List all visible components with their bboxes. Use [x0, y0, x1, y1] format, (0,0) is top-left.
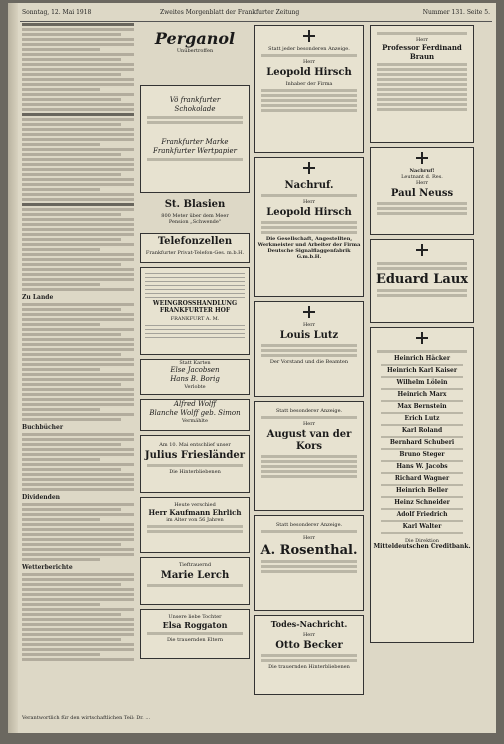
fallen-names-list [371, 355, 473, 534]
obit-name: Leopold Hirsch [266, 67, 352, 78]
obituary-laux [370, 239, 474, 323]
obit-name: Otto Becker [275, 640, 343, 651]
st-blasien-ad [140, 197, 250, 229]
masthead-page: Nummer 131. Seite 5. [422, 9, 490, 16]
perganol-sub: Unübertroffen [176, 48, 214, 54]
cross-icon [303, 306, 315, 318]
obit-name: Elsa Roggaton [162, 620, 228, 630]
list-item: Wilhelm Lölein [396, 379, 448, 386]
obit-pre: Herr [415, 180, 429, 186]
obituary-roggaton [140, 609, 250, 659]
direktion-name: Mitteldeutschen Creditbank. [373, 543, 471, 550]
obituary-becker [254, 615, 364, 695]
obit-head: Statt besonderer Anzeige. [275, 522, 343, 528]
cross-icon [416, 152, 428, 164]
page-spine [8, 3, 18, 733]
obit-sub: im Alter von 56 Jahren [166, 517, 224, 523]
obit-head: Statt besonderer Anzeige. [275, 408, 343, 414]
st-blasien-name: St. Blasien [164, 199, 226, 210]
obit-sub: Die Gesellschaft, Angestellten, Werkmeister und Arbeiter der Firma Deutsche Signalflaggenfabrik G.m.b.H. [257, 236, 361, 260]
obit-name: Leopold Hirsch [266, 207, 352, 218]
telefon-sub: Frankfurter Privat-Telefon-Ges. m.b.H. [145, 250, 245, 256]
obit-head: Nachruf. [284, 180, 334, 191]
obit-sub: Die trauernden Eltern [166, 637, 224, 643]
list-item: Max Bernstein [397, 403, 447, 410]
text-column [22, 23, 134, 715]
ad-column-3 [254, 25, 364, 699]
section-heading: Zu Lande [22, 294, 54, 301]
masthead [20, 7, 492, 22]
wedding-name-1: Alfred Wolff [173, 400, 217, 408]
obit-name: Louis Lutz [279, 330, 339, 341]
engagement-notice [140, 359, 250, 395]
obit-sub: Die trauernden Hinterbliebenen [268, 664, 350, 670]
engagement-label: Verlobte [184, 384, 206, 390]
perganol-brand: Perganol [154, 29, 236, 48]
cross-icon [303, 30, 315, 42]
obit-pre: Herr [302, 322, 316, 328]
cross-icon [416, 332, 428, 344]
engagement-name-2: Hans B. Borig [170, 375, 220, 383]
hotel-ad [140, 267, 250, 355]
list-item: Heinz Schneider [394, 499, 450, 506]
obituary-kors [254, 401, 364, 511]
obit-head: Am 10. Mai entschlief unser [159, 442, 231, 448]
wedding-name-2: Blanche Wolff geb. Simon [149, 409, 241, 417]
obit-name: Professor Ferdinand Braun [382, 43, 462, 61]
obit-name: Julius Friesländer [144, 450, 246, 461]
wedding-label: Vermählte [181, 418, 208, 424]
imprint: Verantwortlich für den wirtschaftlichen Teil: Dr. ... [22, 715, 151, 721]
chocolate-line-2: Schokolade [174, 105, 216, 113]
obituary-lutz [254, 301, 364, 397]
list-item: Adolf Friedrich [396, 511, 448, 518]
obit-head: Nachruf! [409, 168, 435, 174]
list-item: Karl Roland [401, 427, 443, 434]
st-blasien-alt: 800 Meter über dem Meer [161, 213, 229, 219]
chocolate-ad [140, 85, 250, 193]
engagement-name-1: Else Jacobsen [170, 366, 220, 374]
obit-pre: Herr [302, 199, 316, 205]
obit-head: Tieftrauernd [178, 562, 212, 568]
list-item: Richard Wagner [394, 475, 450, 482]
wedding-notice [140, 399, 250, 431]
direktion-head: Die Direktion [405, 538, 439, 544]
chocolate-line-4: Frankfurter Wertpapier [153, 147, 237, 155]
obit-name: Eduard Laux [375, 272, 469, 287]
engagement-head: Statt Karten [179, 360, 211, 366]
section-heading: Wetterberichte [22, 564, 73, 571]
section-heading: Dividenden [22, 494, 60, 501]
list-item: Hans W. Jacobs [396, 463, 448, 470]
list-item: Heinrich Häcker [393, 355, 451, 362]
list-item: Heinrich Beller [395, 487, 449, 494]
obit-name: Herr Kaufmann Ehrlich [148, 508, 242, 517]
list-item: Erich Lutz [404, 415, 440, 422]
obit-sub: Die Hinterbliebenen [169, 469, 221, 475]
obit-sub: Leutnant d. Res. [401, 174, 443, 180]
obit-name: August van der Kors [266, 429, 352, 452]
obit-head: Unsere liebe Tochter [168, 614, 222, 620]
obituary-frieslaender [140, 435, 250, 493]
masthead-date: Sonntag, 12. Mai 1918 [22, 9, 92, 16]
obituary-lerch [140, 557, 250, 605]
ad-column-2 [140, 25, 250, 663]
cross-icon [303, 162, 315, 174]
telefon-title: Telefonzellen [157, 236, 233, 247]
obituary-neuss [370, 147, 474, 235]
obit-name: Paul Neuss [390, 188, 454, 199]
ad-column-4 [370, 25, 474, 647]
obit-pre: Herr [302, 535, 316, 541]
obit-sub: Der Vorstand und die Beamten [269, 359, 349, 365]
newspaper-page [8, 3, 496, 733]
hotel-city: FRANKFURT A. M. [170, 316, 220, 322]
obituary-ehrlich [140, 497, 250, 553]
obit-name: Marie Lerch [160, 570, 230, 581]
perganol-ad [140, 25, 250, 81]
section-heading: Buchbücher [22, 424, 64, 431]
obituary-rosenthal [254, 515, 364, 611]
list-item: Heinrich Marx [397, 391, 447, 398]
obit-pre: Herr [302, 421, 316, 427]
cross-icon [416, 244, 428, 256]
obituary-hirsch-2 [254, 157, 364, 297]
chocolate-line-3: Frankfurter Marke [161, 138, 229, 146]
obit-head: Todes-Nachricht. [270, 619, 348, 629]
obit-pre: Herr [302, 632, 316, 638]
obit-head: Heute verschied [174, 502, 216, 508]
masthead-title: Zweites Morgenblatt der Frankfurter Zeitung [160, 9, 300, 16]
memorial-list [370, 327, 474, 643]
obit-pre: Herr [415, 37, 429, 43]
obit-name: A. Rosenthal. [260, 543, 358, 558]
list-item: Bernhard Schuberi [389, 439, 455, 446]
hotel-name: WEINGROSSHANDLUNG FRANKFURTER HOF [152, 300, 238, 314]
chocolate-line-1: Vö frankfurter [169, 96, 221, 104]
telefon-ad [140, 233, 250, 263]
obituary-hirsch-1 [254, 25, 364, 153]
obit-pre: Herr [302, 59, 316, 65]
st-blasien-pension: Pension „Schwende" [168, 219, 222, 225]
list-item: Bruno Steger [399, 451, 445, 458]
list-item: Heinrich Karl Kaiser [386, 367, 458, 374]
obituary-braun [370, 25, 474, 143]
obit-sub: Inhaber der Firma [285, 81, 333, 87]
obit-head: Statt jeder besonderen Anzeige. [268, 46, 350, 52]
list-item: Karl Walter [402, 523, 442, 530]
